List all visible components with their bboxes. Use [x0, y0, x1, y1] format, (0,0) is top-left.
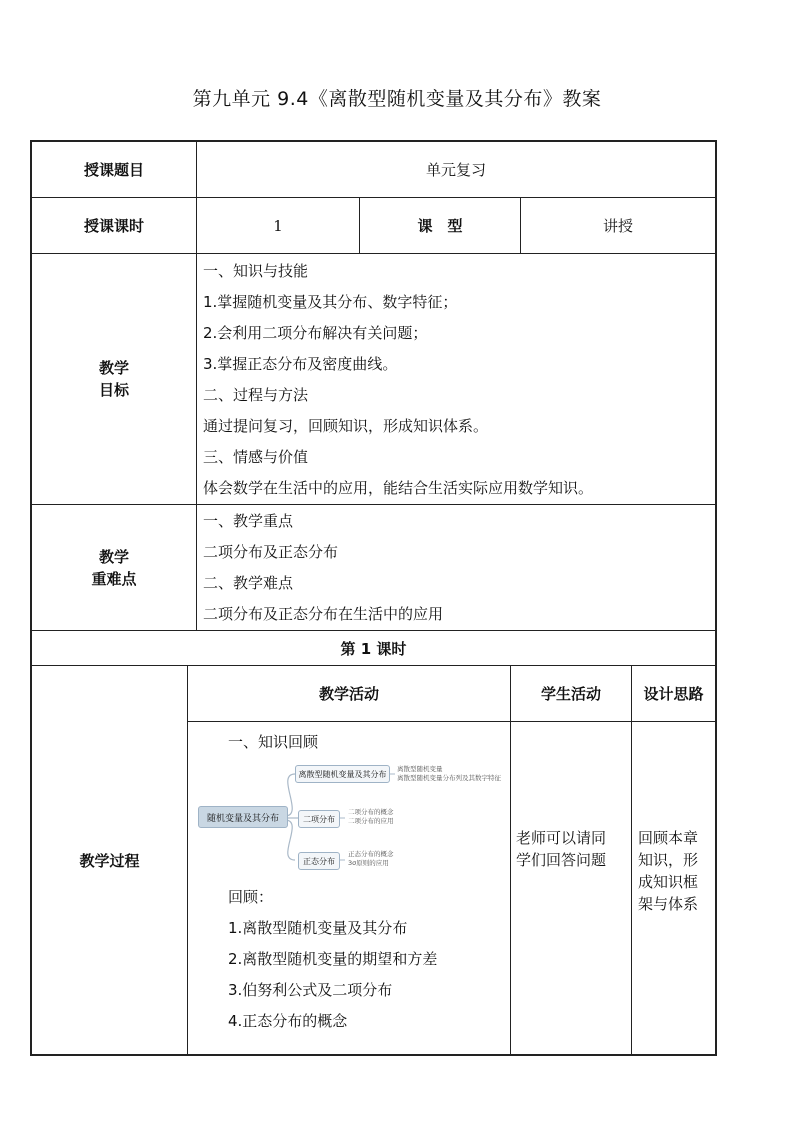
review-item: 4.正态分布的概念	[228, 1012, 348, 1030]
goals-label-line-1: 教学	[98, 359, 129, 377]
col-header-teaching: 教学活动	[318, 685, 379, 703]
mindmap-branch: 二项分布	[298, 810, 340, 828]
hours-value: 1	[273, 216, 283, 235]
mindmap-leaf: 二项分布的概念	[348, 808, 394, 816]
review-label: 回顾：	[228, 888, 274, 906]
keypoints-label-line-1: 教学	[98, 547, 129, 566]
type-value: 讲授	[602, 217, 633, 235]
col-header-student: 学生活动	[540, 685, 601, 703]
student-activity-line: 老师可以请同	[516, 829, 607, 847]
goals-line: 三、情感与价值	[203, 448, 309, 466]
goals-line: 体会数学在生活中的应用，能结合生活实际应用数学知识。	[203, 479, 594, 497]
col-header-design: 设计思路	[643, 685, 704, 703]
mindmap-leaf: 正态分布的概念	[348, 850, 394, 858]
goals-label-line-2: 目标	[98, 381, 129, 399]
goals-line: 二、过程与方法	[203, 386, 309, 404]
design-idea-line: 成知识框	[638, 873, 699, 891]
keypoints-label-line-2: 重难点	[91, 569, 137, 588]
design-idea-line: 架与体系	[638, 895, 699, 913]
goals-line: 通过提问复习，回顾知识，形成知识体系。	[203, 417, 489, 435]
review-item: 3.伯努利公式及二项分布	[228, 981, 393, 999]
goals-line: 3.掌握正态分布及密度曲线。	[203, 355, 398, 373]
keypoints-line: 二项分布及正态分布	[203, 543, 339, 561]
keypoints-label	[32, 505, 196, 630]
process-label: 教学过程	[79, 851, 140, 870]
keypoints-line: 一、教学重点	[203, 512, 294, 530]
goals-line: 2.会利用二项分布解决有关问题；	[203, 324, 428, 342]
type-label: 课 型	[417, 217, 463, 235]
review-item: 2.离散型随机变量的期望和方差	[228, 950, 438, 968]
topic-label: 授课题目	[83, 161, 144, 179]
mindmap-leaf: 3σ原则的应用	[348, 859, 389, 867]
mindmap-root: 随机变量及其分布	[198, 806, 288, 828]
mindmap-branch: 正态分布	[298, 852, 340, 870]
goals-label	[32, 254, 196, 504]
mindmap-leaf: 离散型随机变量分布列及其数字特征	[397, 774, 501, 782]
mindmap-leaf: 离散型随机变量	[397, 765, 443, 773]
topic-value: 单元复习	[425, 161, 486, 179]
review-item: 1.离散型随机变量及其分布	[228, 919, 408, 937]
document-title: 第九单元 9.4《离散型随机变量及其分布》教案	[192, 88, 602, 110]
design-idea-line: 知识，形	[638, 851, 699, 869]
keypoints-line: 二项分布及正态分布在生活中的应用	[203, 605, 444, 623]
mindmap-branch: 离散型随机变量及其分布	[295, 765, 390, 783]
design-idea-line: 回顾本章	[638, 829, 699, 847]
review-heading: 一、知识回顾	[228, 733, 319, 751]
mindmap-leaf: 二项分布的应用	[348, 817, 394, 825]
goals-line: 1.掌握随机变量及其分布、数字特征；	[203, 293, 458, 311]
goals-line: 一、知识与技能	[203, 262, 309, 280]
keypoints-line: 二、教学难点	[203, 574, 294, 592]
hours-label: 授课课时	[83, 217, 144, 235]
session-label: 第 1 课时	[340, 639, 407, 658]
student-activity-line: 学们回答问题	[516, 851, 607, 869]
